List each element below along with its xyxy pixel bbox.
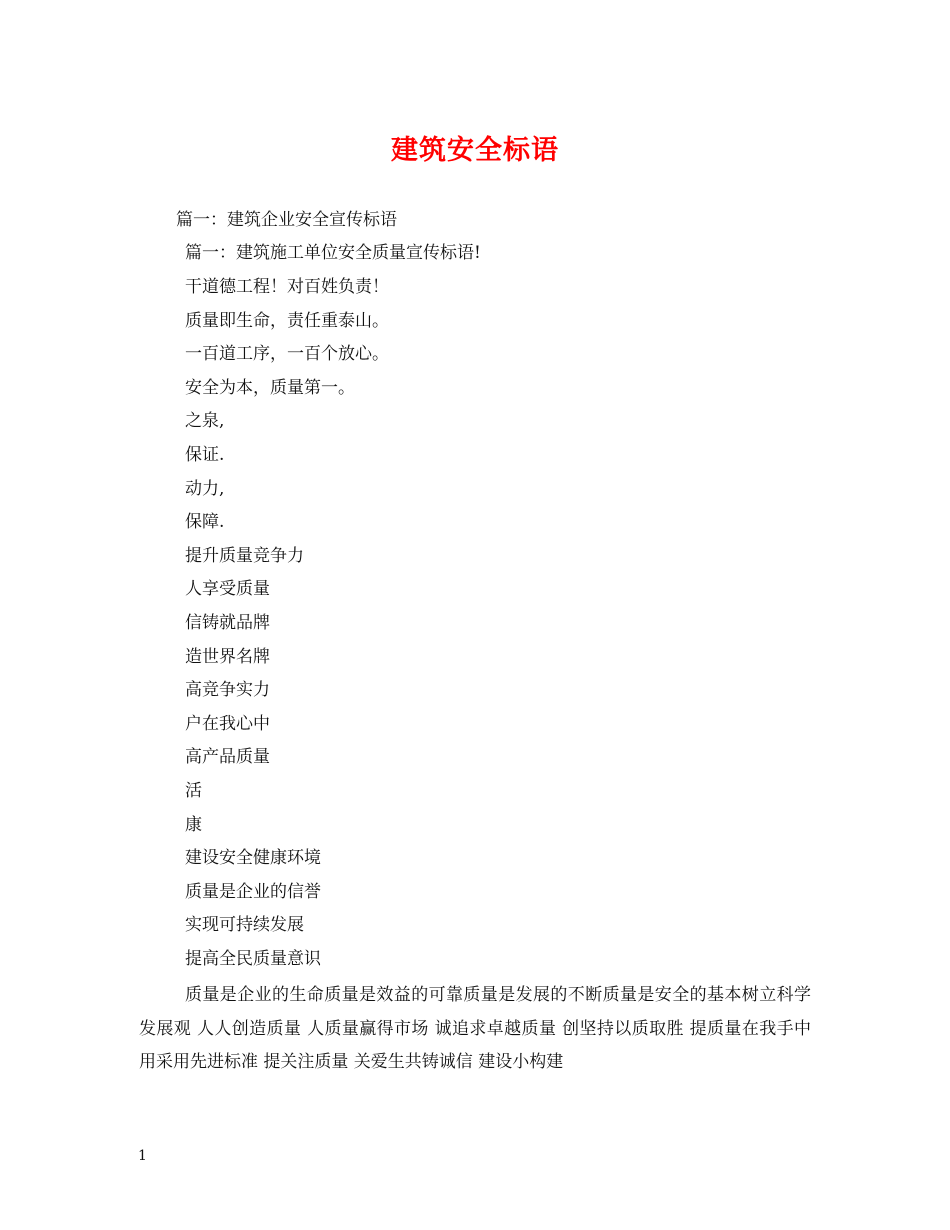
slogan-line: 提升质量竞争力 [185, 546, 304, 566]
section-heading: 篇一：建筑企业安全宣传标语 [176, 210, 397, 230]
slogan-line: 人享受质量 [185, 579, 270, 599]
slogan-line: 保障. [185, 512, 225, 532]
slogan-line: 干道德工程！对百姓负责！ [185, 277, 389, 297]
slogan-line: 造世界名牌 [185, 647, 270, 667]
slogan-line: 提高全民质量意识 [185, 949, 321, 969]
slogan-line: 保证. [185, 445, 225, 465]
slogan-line: 质量即生命，责任重泰山。 [185, 311, 389, 331]
slogan-line: 户在我心中 [185, 714, 270, 734]
body-paragraph: 质量是企业的生命质量是效益的可靠质量是发展的不断质量是安全的基本树立科学发展观 人人创造质量 人质量赢得市场 诚追求卓越质量 创坚持以质取胜 提质量在我手中 用采用先进标准 提关注质量 关爱生共铸诚信 建设小构建 [139, 985, 811, 1072]
slogan-line: 信铸就品牌 [185, 613, 270, 633]
document-title: 建筑安全标语 [391, 135, 559, 166]
slogan-line: 活 [185, 781, 202, 801]
slogan-line: 之泉, [185, 411, 225, 431]
slogan-line: 一百道工序，一百个放心。 [185, 344, 389, 364]
slogan-line: 动力, [185, 479, 225, 499]
slogan-line: 质量是企业的信誉 [185, 882, 321, 902]
slogan-line: 篇一：建筑施工单位安全质量宣传标语! [185, 243, 481, 263]
slogan-line: 高产品质量 [185, 747, 270, 767]
page-number: 1 [138, 1148, 147, 1164]
slogan-line: 安全为本，质量第一。 [185, 378, 355, 398]
slogan-line: 建设安全健康环境 [185, 848, 321, 868]
slogan-line: 实现可持续发展 [185, 915, 304, 935]
slogan-line: 康 [185, 815, 202, 835]
slogan-line: 高竞争实力 [185, 680, 270, 700]
